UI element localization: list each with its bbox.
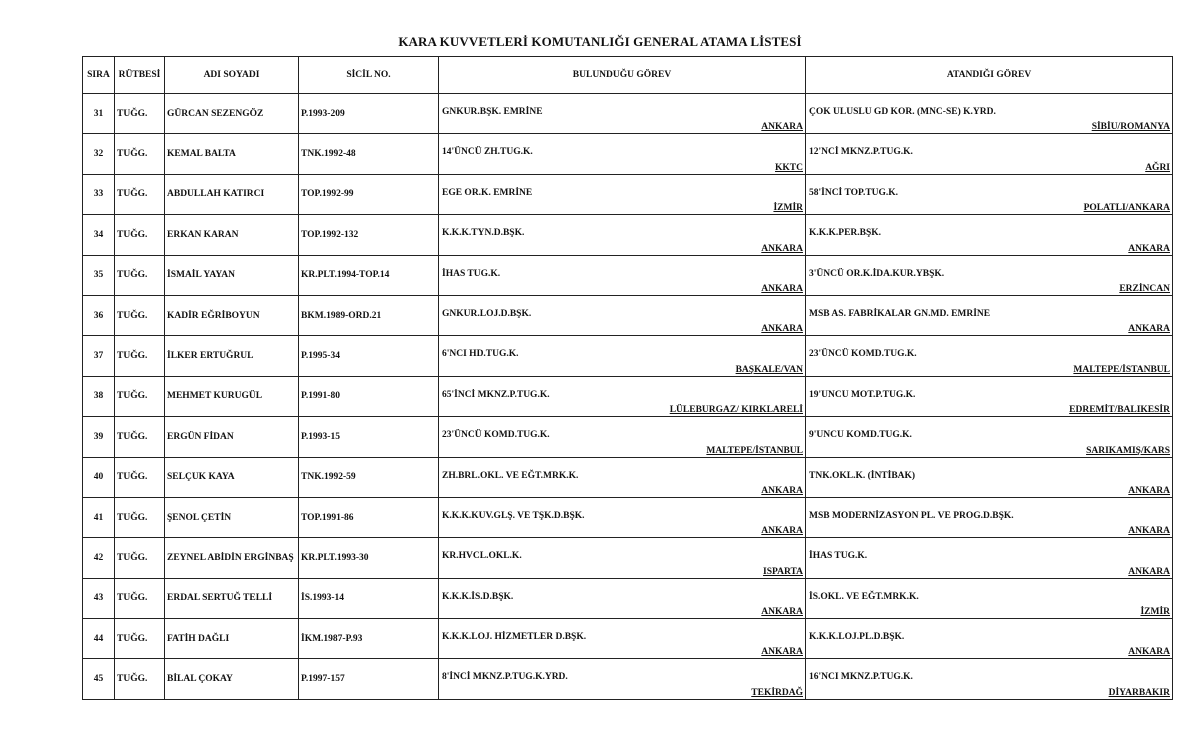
sicil-no-cell: P.1995-34	[299, 336, 439, 376]
bulundugu-yer-text: BAŞKALE/VAN	[735, 364, 803, 375]
header-sira: SIRA	[83, 57, 115, 94]
atandigi-yer-text: SARIKAMIŞ/KARS	[1086, 445, 1170, 456]
atandigi-gorev-cell	[806, 659, 1173, 699]
ad-soyad-cell: ERGÜN FİDAN	[165, 417, 299, 457]
bulundugu-gorev-cell	[439, 295, 806, 335]
rutbe-cell: TUĞG.	[115, 457, 165, 497]
sira-cell: 39	[83, 417, 115, 457]
atandigi-gorev-text: 16'NCI MKNZ.P.TUG.K.	[809, 672, 913, 683]
bulundugu-gorev-cell	[439, 538, 806, 578]
atandigi-yer-text: ANKARA	[1128, 243, 1170, 254]
atandigi-yer-text: ERZİNCAN	[1119, 283, 1170, 294]
table-row	[83, 376, 1173, 416]
sicil-no-cell: P.1997-157	[299, 659, 439, 699]
header-bulundugu-gorev: BULUNDUĞU GÖREV	[439, 57, 806, 94]
sira-cell: 44	[83, 619, 115, 659]
sira-cell: 34	[83, 215, 115, 255]
bulundugu-gorev-cell	[439, 94, 806, 134]
table-row	[83, 457, 1173, 497]
bulundugu-gorev-text: GNKUR.LOJ.D.BŞK.	[442, 308, 532, 319]
atandigi-gorev-text: 19'UNCU MOT.P.TUG.K.	[809, 389, 916, 400]
bulundugu-gorev-text: K.K.K.LOJ. HİZMETLER D.BŞK.	[442, 632, 587, 643]
atandigi-gorev-text: ÇOK ULUSLU GD KOR. (MNC-SE) K.YRD.	[809, 107, 996, 117]
atandigi-gorev-text: MSB AS. FABRİKALAR GN.MD. EMRİNE	[809, 308, 991, 319]
rutbe-cell: TUĞG.	[115, 619, 165, 659]
atandigi-gorev-text: 9'UNCU KOMD.TUG.K.	[809, 430, 912, 441]
atandigi-gorev-cell	[806, 417, 1173, 457]
sira-cell: 43	[83, 578, 115, 618]
ad-soyad-cell: İSMAİL YAYAN	[165, 255, 299, 295]
bulundugu-gorev-text: 65'İNCİ MKNZ.P.TUG.K.	[442, 389, 550, 400]
ad-soyad-cell: SELÇUK KAYA	[165, 457, 299, 497]
atandigi-gorev-text: 23'ÜNCÜ KOMD.TUG.K.	[809, 349, 917, 360]
ad-soyad-cell: ERKAN KARAN	[165, 215, 299, 255]
ad-soyad-cell: ZEYNEL ABİDİN ERGİNBAŞ	[165, 538, 299, 578]
table-row	[83, 255, 1173, 295]
bulundugu-gorev-cell	[439, 134, 806, 174]
table-row	[83, 215, 1173, 255]
document-title: KARA KUVVETLERİ KOMUTANLIĞI GENERAL ATAMA LİSTESİ	[398, 34, 802, 49]
table-row	[83, 538, 1173, 578]
atandigi-yer-text: EDREMİT/BALIKESİR	[1069, 405, 1170, 416]
sira-cell: 35	[83, 255, 115, 295]
bulundugu-gorev-text: 14'ÜNCÜ ZH.TUG.K.	[442, 147, 533, 158]
bulundugu-gorev-cell	[439, 376, 806, 416]
atandigi-gorev-cell	[806, 336, 1173, 376]
atandigi-gorev-cell	[806, 376, 1173, 416]
sicil-no-cell: TOP.1992-99	[299, 174, 439, 214]
table-row	[83, 578, 1173, 618]
rutbe-cell: TUĞG.	[115, 336, 165, 376]
sira-cell: 45	[83, 659, 115, 699]
atandigi-yer-text: ANKARA	[1128, 566, 1170, 577]
bulundugu-yer-text: ANKARA	[761, 607, 803, 618]
table-row	[83, 295, 1173, 335]
sira-cell: 32	[83, 134, 115, 174]
table-body	[83, 94, 1173, 700]
table-row	[83, 497, 1173, 537]
table-row	[83, 94, 1173, 134]
bulundugu-yer-text: ANKARA	[761, 526, 803, 537]
bulundugu-yer-text: KKTC	[775, 162, 803, 173]
bulundugu-yer-text: ANKARA	[761, 485, 803, 496]
sira-cell: 31	[83, 94, 115, 134]
rutbe-cell: TUĞG.	[115, 376, 165, 416]
sira-cell: 37	[83, 336, 115, 376]
table-row	[83, 659, 1173, 699]
rutbe-cell: TUĞG.	[115, 215, 165, 255]
bulundugu-gorev-text: K.K.K.İS.D.BŞK.	[442, 591, 514, 602]
sicil-no-cell: TNK.1992-48	[299, 134, 439, 174]
ad-soyad-cell: ŞENOL ÇETİN	[165, 497, 299, 537]
atandigi-gorev-text: İS.OKL. VE EĞT.MRK.K.	[809, 591, 919, 602]
rutbe-cell: TUĞG.	[115, 659, 165, 699]
bulundugu-gorev-cell	[439, 619, 806, 659]
rutbe-cell: TUĞG.	[115, 295, 165, 335]
table-row	[83, 174, 1173, 214]
bulundugu-yer-text: MALTEPE/İSTANBUL	[706, 445, 803, 456]
table-row	[83, 619, 1173, 659]
sira-cell: 40	[83, 457, 115, 497]
atandigi-yer-text: POLATLI/ANKARA	[1083, 203, 1170, 214]
bulundugu-yer-text: ANKARA	[761, 243, 803, 254]
rutbe-cell: TUĞG.	[115, 255, 165, 295]
ad-soyad-cell: KADİR EĞRİBOYUN	[165, 295, 299, 335]
bulundugu-gorev-cell	[439, 457, 806, 497]
bulundugu-gorev-text: ZH.BRL.OKL. VE EĞT.MRK.K.	[442, 470, 579, 481]
sicil-no-cell: P.1993-15	[299, 417, 439, 457]
bulundugu-yer-text: TEKİRDAĞ	[751, 687, 803, 698]
rutbe-cell: TUĞG.	[115, 417, 165, 457]
bulundugu-gorev-cell	[439, 578, 806, 618]
sicil-no-cell: İS.1993-14	[299, 578, 439, 618]
atandigi-gorev-cell	[806, 538, 1173, 578]
bulundugu-gorev-cell	[439, 215, 806, 255]
header-atandigi-gorev: ATANDIĞI GÖREV	[806, 57, 1173, 94]
atandigi-yer-text: AĞRI	[1145, 162, 1170, 173]
bulundugu-gorev-cell	[439, 255, 806, 295]
atandigi-gorev-cell	[806, 255, 1173, 295]
bulundugu-gorev-text: GNKUR.BŞK. EMRİNE	[442, 107, 543, 117]
ad-soyad-cell: ABDULLAH KATIRCI	[165, 174, 299, 214]
general-assignment-table	[82, 56, 1173, 700]
sira-cell: 33	[83, 174, 115, 214]
atandigi-gorev-text: MSB MODERNİZASYON PL. VE PROG.D.BŞK.	[809, 510, 1014, 521]
sicil-no-cell: KR.PLT.1994-TOP.14	[299, 255, 439, 295]
bulundugu-yer-text: LÜLEBURGAZ/ KIRKLARELİ	[669, 405, 803, 416]
bulundugu-gorev-text: K.K.K.TYN.D.BŞK.	[442, 228, 525, 239]
header-sicil-no: SİCİL NO.	[299, 57, 439, 94]
sicil-no-cell: İKM.1987-P.93	[299, 619, 439, 659]
atandigi-gorev-cell	[806, 497, 1173, 537]
bulundugu-gorev-cell	[439, 659, 806, 699]
header-rutbe: RÜTBESİ	[115, 57, 165, 94]
bulundugu-gorev-text: İHAS TUG.K.	[442, 268, 501, 279]
bulundugu-gorev-cell	[439, 417, 806, 457]
rutbe-cell: TUĞG.	[115, 134, 165, 174]
bulundugu-gorev-text: EGE OR.K. EMRİNE	[442, 187, 533, 198]
bulundugu-gorev-text: 8'İNCİ MKNZ.P.TUG.K.YRD.	[442, 672, 568, 683]
atandigi-gorev-text: K.K.K.PER.BŞK.	[809, 228, 882, 239]
table-row	[83, 134, 1173, 174]
sicil-no-cell: TNK.1992-59	[299, 457, 439, 497]
atandigi-gorev-cell	[806, 457, 1173, 497]
bulundugu-gorev-text: KR.HVCL.OKL.K.	[442, 551, 522, 562]
atandigi-gorev-text: TNK.OKL.K. (İNTİBAK)	[809, 470, 916, 481]
atandigi-gorev-text: 3'ÜNCÜ OR.K.İDA.KUR.YBŞK.	[809, 268, 945, 279]
ad-soyad-cell: KEMAL BALTA	[165, 134, 299, 174]
atandigi-yer-text: MALTEPE/İSTANBUL	[1073, 364, 1170, 375]
bulundugu-gorev-cell	[439, 497, 806, 537]
bulundugu-gorev-cell	[439, 174, 806, 214]
bulundugu-yer-text: İZMİR	[773, 203, 803, 214]
sira-cell: 38	[83, 376, 115, 416]
table-row	[83, 336, 1173, 376]
bulundugu-gorev-cell	[439, 336, 806, 376]
rutbe-cell: TUĞG.	[115, 174, 165, 214]
ad-soyad-cell: GÜRCAN SEZENGÖZ	[165, 94, 299, 134]
sicil-no-cell: TOP.1992-132	[299, 215, 439, 255]
atandigi-gorev-cell	[806, 134, 1173, 174]
atandigi-yer-text: SİBİU/ROMANYA	[1091, 122, 1170, 133]
sicil-no-cell: TOP.1991-86	[299, 497, 439, 537]
sicil-no-cell: P.1993-209	[299, 94, 439, 134]
sicil-no-cell: BKM.1989-ORD.21	[299, 295, 439, 335]
ad-soyad-cell: İLKER ERTUĞRUL	[165, 336, 299, 376]
atandigi-gorev-cell	[806, 295, 1173, 335]
atandigi-yer-text: ANKARA	[1128, 485, 1170, 496]
atandigi-gorev-cell	[806, 619, 1173, 659]
bulundugu-gorev-text: K.K.K.KUV.GLŞ. VE TŞK.D.BŞK.	[442, 510, 585, 521]
atandigi-yer-text: ANKARA	[1128, 324, 1170, 335]
atandigi-gorev-text: K.K.K.LOJ.PL.D.BŞK.	[809, 632, 905, 643]
table-row	[83, 417, 1173, 457]
bulundugu-yer-text: ANKARA	[761, 122, 803, 133]
bulundugu-yer-text: ANKARA	[761, 324, 803, 335]
rutbe-cell: TUĞG.	[115, 94, 165, 134]
atandigi-yer-text: İZMİR	[1140, 607, 1170, 618]
header-ad-soyad: ADI SOYADI	[165, 57, 299, 94]
sira-cell: 42	[83, 538, 115, 578]
atandigi-gorev-cell	[806, 215, 1173, 255]
bulundugu-gorev-text: 23'ÜNCÜ KOMD.TUG.K.	[442, 430, 550, 441]
atandigi-gorev-cell	[806, 578, 1173, 618]
header-row	[83, 57, 1173, 94]
bulundugu-yer-text: ISPARTA	[763, 566, 803, 577]
sicil-no-cell: P.1991-80	[299, 376, 439, 416]
sicil-no-cell: KR.PLT.1993-30	[299, 538, 439, 578]
ad-soyad-cell: ERDAL SERTUĞ TELLİ	[165, 578, 299, 618]
rutbe-cell: TUĞG.	[115, 538, 165, 578]
atandigi-gorev-text: 12'NCİ MKNZ.P.TUG.K.	[809, 147, 913, 158]
ad-soyad-cell: FATİH DAĞLI	[165, 619, 299, 659]
atandigi-yer-text: DİYARBAKIR	[1108, 687, 1170, 698]
atandigi-yer-text: ANKARA	[1128, 647, 1170, 658]
rutbe-cell: TUĞG.	[115, 578, 165, 618]
ad-soyad-cell: MEHMET KURUGÜL	[165, 376, 299, 416]
ad-soyad-cell: BİLAL ÇOKAY	[165, 659, 299, 699]
atandigi-gorev-cell	[806, 174, 1173, 214]
bulundugu-yer-text: ANKARA	[761, 647, 803, 658]
sira-cell: 36	[83, 295, 115, 335]
atandigi-yer-text: ANKARA	[1128, 526, 1170, 537]
atandigi-gorev-text: 58'İNCİ TOP.TUG.K.	[809, 187, 899, 198]
sira-cell: 41	[83, 497, 115, 537]
atandigi-gorev-cell	[806, 94, 1173, 134]
atandigi-gorev-text: İHAS TUG.K.	[809, 551, 868, 562]
bulundugu-gorev-text: 6'NCI HD.TUG.K.	[442, 349, 519, 360]
rutbe-cell: TUĞG.	[115, 497, 165, 537]
bulundugu-yer-text: ANKARA	[761, 283, 803, 294]
